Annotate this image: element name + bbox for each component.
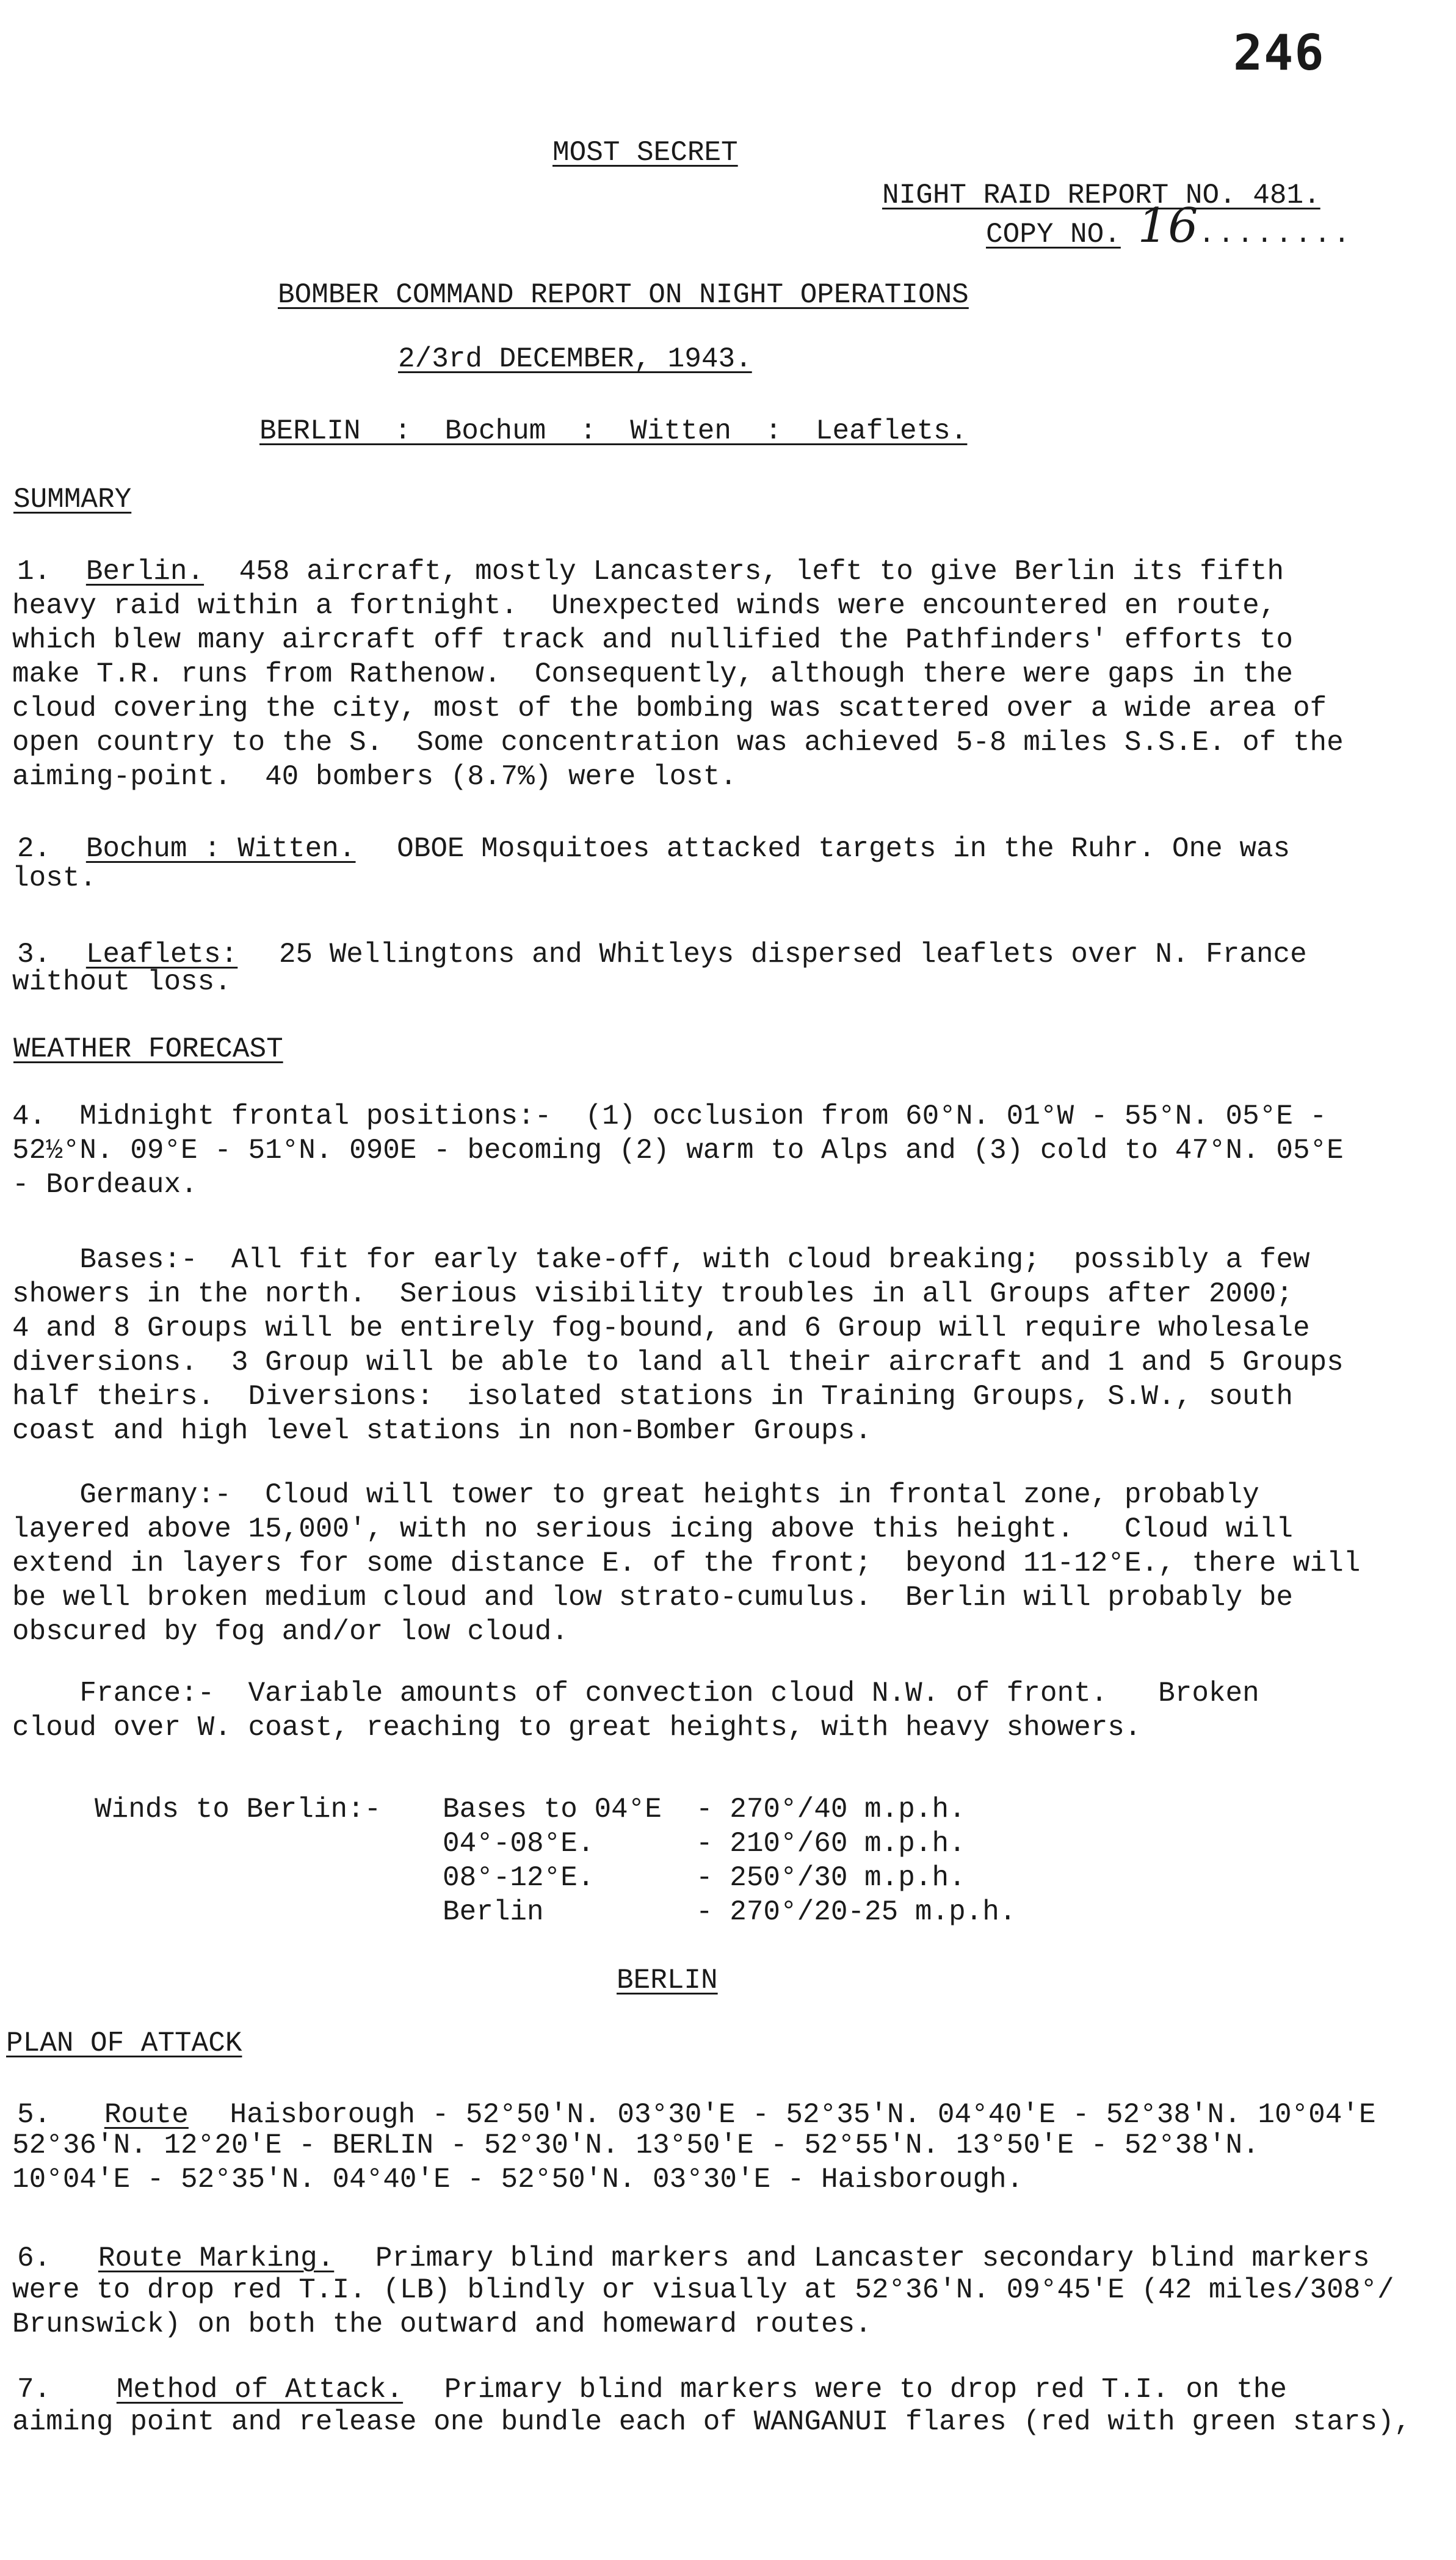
summary-p2-body	[12, 861, 1444, 895]
p1-line-7: aiming-point. 40 bombers (8.7%) were lost.	[12, 761, 737, 793]
marking-number: 6.	[17, 2242, 51, 2274]
frontal-line-1: 4. Midnight frontal positions:- (1) occlusion from 60°N. 01°W - 55°N. 05°E -	[12, 1100, 1327, 1132]
marking-head	[17, 2241, 1370, 2275]
wind-value: - 270°/40 m.p.h.	[696, 1794, 966, 1825]
germany-line-1: Germany:- Cloud will tower to great heights in frontal zone, probably	[12, 1479, 1259, 1511]
report-title: BOMBER COMMAND REPORT ON NIGHT OPERATIONS	[278, 279, 969, 311]
frontal-line-3: - Bordeaux.	[12, 1169, 198, 1201]
bases-line-3: 4 and 8 Groups will be entirely fog-bound, and 6 Group will require wholesale	[12, 1312, 1310, 1344]
frontal-line-2: 52½°N. 09°E - 51°N. 090E - becoming (2) warm to Alps and (3) cold to 47°N. 05°E	[12, 1135, 1344, 1166]
copy-label: COPY NO.	[986, 219, 1121, 250]
page-number: 246	[1233, 24, 1325, 81]
method-line-1: Primary blind markers were to drop red T.I. on the	[444, 2374, 1287, 2405]
wind-leg: Berlin	[443, 1896, 544, 1928]
p2-line-2: lost.	[12, 862, 97, 894]
route-head	[17, 2098, 1376, 2132]
wind-leg: 04°-08°E.	[443, 1828, 595, 1860]
berlin-heading: BERLIN	[617, 1965, 718, 1996]
p2-title: Bochum : Witten.	[85, 833, 356, 865]
route-line-1: Haisborough - 52°50'N. 03°30'E - 52°35'N. 04°40'E - 52°38'N. 10°04'E	[230, 2099, 1376, 2131]
p1-line-5: cloud covering the city, most of the bombing was scattered over a wide area of	[12, 693, 1327, 724]
p1-line-4: make T.R. runs from Rathenow. Consequently, although there were gaps in the	[12, 658, 1293, 690]
summary-p3-body	[12, 965, 1444, 999]
wind-row	[443, 1827, 1016, 1861]
germany-line-4: be well broken medium cloud and low strato-cumulus. Berlin will probably be	[12, 1582, 1293, 1613]
route-title: Route	[104, 2099, 189, 2131]
germany-line-3: extend in layers for some distance E. of the front; beyond 11-12°E., there will	[12, 1547, 1361, 1579]
wind-row	[443, 1895, 1016, 1929]
wind-row	[443, 1861, 1016, 1895]
route-number: 5.	[17, 2099, 51, 2131]
classification: MOST SECRET	[552, 137, 738, 169]
method-body	[12, 2405, 1444, 2439]
bases-line-6: coast and high level stations in non-Bomber Groups.	[12, 1415, 872, 1447]
targets-line: BERLIN : Bochum : Witten : Leaflets.	[259, 415, 968, 447]
france-line-1: France:- Variable amounts of convection cloud N.W. of front. Broken	[12, 1678, 1259, 1709]
copy-line	[986, 198, 1353, 253]
wind-leg: 08°-12°E.	[443, 1862, 595, 1894]
p1-line-1: 458 aircraft, mostly Lancasters, left to give Berlin its fifth	[239, 556, 1284, 587]
weather-heading: WEATHER FORECAST	[13, 1033, 283, 1065]
route-line-3: 10°04'E - 52°35'N. 04°40'E - 52°50'N. 03°30'E - Haisborough.	[12, 2164, 1024, 2195]
p1-line-6: open country to the S. Some concentration was achieved 5-8 miles S.S.E. of the	[12, 727, 1344, 758]
method-line-2: aiming point and release one bundle each of WANGANUI flares (red with green stars),	[12, 2406, 1411, 2438]
route-line-2: 52°36'N. 12°20'E - BERLIN - 52°30'N. 13°50'E - 52°55'N. 13°50'E - 52°38'N.	[12, 2129, 1259, 2161]
copy-number: 16	[1137, 198, 1198, 253]
wind-value: - 270°/20-25 m.p.h.	[696, 1896, 1016, 1928]
p3-title: Leaflets:	[85, 939, 238, 970]
bases-line-4: diversions. 3 Group will be able to land all their aircraft and 1 and 5 Groups	[12, 1347, 1344, 1378]
plan-heading: PLAN OF ATTACK	[6, 2027, 242, 2059]
summary-p1-body	[12, 589, 1444, 794]
p1-title: Berlin.	[85, 556, 205, 587]
p2-number: 2.	[17, 833, 51, 865]
p3-line-2: without loss.	[12, 966, 231, 998]
summary-p1-head	[17, 555, 1284, 589]
winds-label: Winds to Berlin:-	[95, 1794, 382, 1825]
bases-line-1: Bases:- All fit for early take-off, with cloud breaking; possibly a few	[12, 1244, 1310, 1276]
france-forecast	[12, 1676, 1444, 1745]
marking-body	[12, 2273, 1444, 2341]
bases-forecast	[12, 1243, 1444, 1448]
marking-line-1: Primary blind markers and Lancaster secondary blind markers	[375, 2242, 1370, 2274]
report-date: 2/3rd DECEMBER, 1943.	[398, 343, 752, 375]
wind-value: - 210°/60 m.p.h.	[696, 1828, 966, 1860]
germany-line-2: layered above 15,000', with no serious icing above this height. Cloud will	[12, 1513, 1293, 1545]
germany-forecast	[12, 1478, 1444, 1649]
p1-line-3: which blew many aircraft off track and nullified the Pathfinders' efforts to	[12, 624, 1293, 656]
winds-table	[443, 1792, 1016, 1929]
marking-line-2: were to drop red T.I. (LB) blindly or visually at 52°36'N. 09°45'E (42 miles/308°/	[12, 2274, 1394, 2306]
method-head	[17, 2373, 1287, 2407]
marking-line-3: Brunswick) on both the outward and homeward routes.	[12, 2308, 872, 2340]
germany-line-5: obscured by fog and/or low cloud.	[12, 1616, 568, 1648]
marking-title: Route Marking.	[98, 2242, 335, 2274]
p2-line-1: OBOE Mosquitoes attacked targets in the Ruhr. One was	[397, 833, 1291, 865]
p1-number: 1.	[17, 556, 51, 587]
p3-line-1: 25 Wellingtons and Whitleys dispersed leaflets over N. France	[278, 939, 1307, 970]
route-body	[12, 2128, 1444, 2197]
france-line-2: cloud over W. coast, reaching to great heights, with heavy showers.	[12, 1712, 1142, 1744]
summary-heading: SUMMARY	[13, 484, 132, 515]
wind-leg: Bases to 04°E	[443, 1794, 662, 1825]
wind-value: - 250°/30 m.p.h.	[696, 1862, 966, 1894]
method-title: Method of Attack.	[116, 2374, 404, 2405]
report-number: NIGHT RAID REPORT NO. 481.	[882, 180, 1320, 211]
copy-dots: ........	[1198, 219, 1353, 250]
wind-row	[443, 1792, 1016, 1827]
bases-line-5: half theirs. Diversions: isolated stations in Training Groups, S.W., south	[12, 1381, 1293, 1413]
frontal-positions	[12, 1099, 1444, 1202]
p3-number: 3.	[17, 939, 51, 970]
p1-line-2: heavy raid within a fortnight. Unexpected winds were encountered en route,	[12, 590, 1277, 622]
method-number: 7.	[17, 2374, 51, 2405]
bases-line-2: showers in the north. Serious visibility troubles in all Groups after 2000;	[12, 1278, 1293, 1310]
